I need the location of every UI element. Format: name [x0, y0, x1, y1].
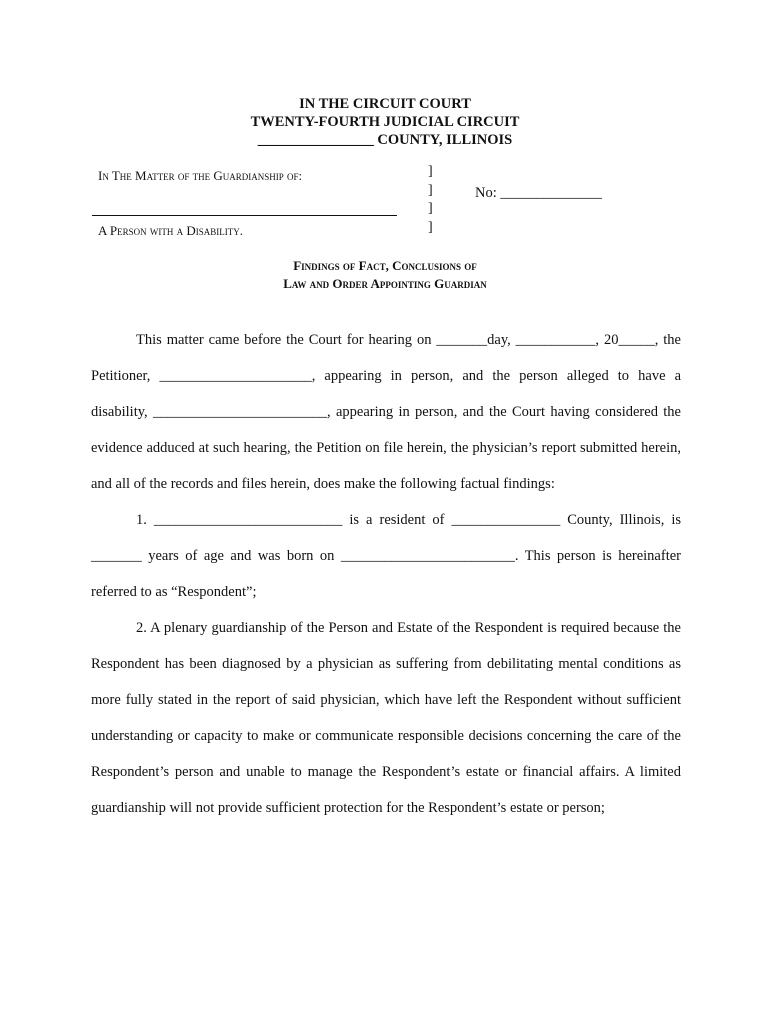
hearing-paragraph: This matter came before the Court for hearing on _______day, ___________, 20_____, the Petitioner, _____________________, appearing in person, and the person alleged to have a disability, ________________________, appearing in person, and the Court having considered the evidence adduced at such hearing, the Petition on file herein, the physician’s report submitted herein, and all of the records and files herein, does make the following factual findings: [91, 332, 681, 492]
bracket: ] [428, 219, 433, 235]
case-number: No: ______________ [475, 185, 602, 201]
title-line-1: Findings of Fact, Conclusions of [293, 258, 477, 273]
court-header [0, 95, 770, 149]
county-line: ________________ COUNTY, ILLINOIS [257, 132, 513, 148]
court-name: IN THE CIRCUIT COURT [299, 96, 471, 112]
finding-2: 2. A plenary guardianship of the Person and Estate of the Respondent is required because the Respondent has been diagnosed by a physician as suffering from debilitating mental conditions as more fully stated in the report of said physician, which have left the Respondent without sufficient understanding or capacity to make or communicate responsible decisions concerning the care of the Respondent’s person and unable to manage the Respondent’s estate or financial affairs. A limited guardianship will not provide sufficient protection for the Respondent’s estate or person; [91, 620, 681, 816]
bracket: ] [428, 164, 433, 179]
person-label: A Person with a Disability. [98, 223, 244, 238]
judicial-circuit: TWENTY-FOURTH JUDICIAL CIRCUIT [250, 114, 520, 130]
caption-brackets [428, 163, 433, 237]
title-line-2: Law and Order Appointing Guardian [283, 276, 487, 291]
finding-1: 1. __________________________ is a resident of _______________ County, Illinois, is _______ years of age and was born on ________________________. This person is hereinafter referred to as “Respondent”; [91, 512, 681, 600]
bracket: ] [428, 201, 433, 216]
bracket: ] [428, 182, 433, 198]
ward-name-line [92, 215, 397, 216]
document-title [0, 257, 770, 293]
document-body [91, 322, 681, 826]
matter-label: In The Matter of the Guardianship of: [98, 168, 303, 183]
